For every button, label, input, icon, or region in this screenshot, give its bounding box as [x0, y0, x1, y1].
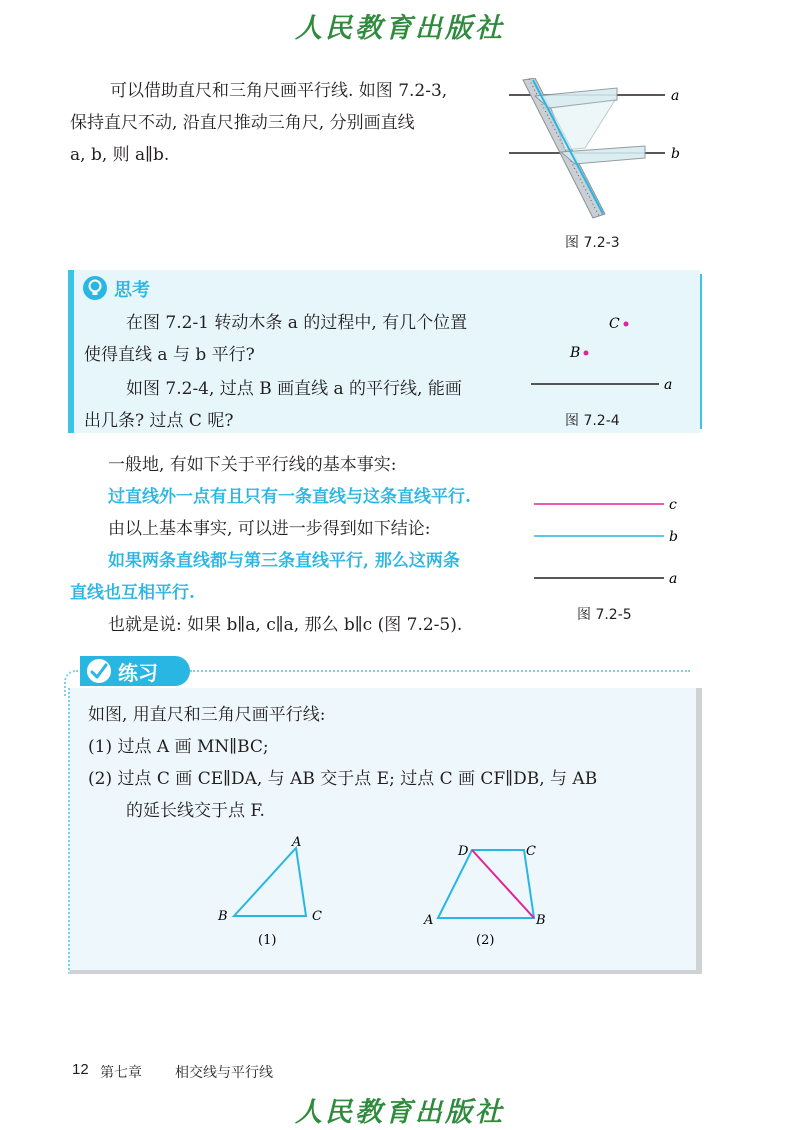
figure-7-2-3-caption: 图 7.2-3: [565, 235, 620, 251]
practice-item-2b: 的延长线交于点 F.: [126, 801, 265, 821]
conclusion-line-2: 直线也互相平行.: [70, 583, 195, 603]
label-b: b: [669, 529, 678, 545]
label-a: a: [664, 377, 673, 393]
point-b: [584, 351, 589, 356]
chapter-label: 第七章: [100, 1065, 142, 1081]
practice-figure-1: [210, 836, 340, 952]
lightbulb-icon: [82, 275, 108, 301]
intro-line-1: 可以借助直尺和三角尺画平行线. 如图 7.2-3,: [110, 81, 448, 101]
label-a: A: [424, 913, 434, 928]
chapter-title: 相交线与平行线: [175, 1065, 273, 1081]
figure-7-2-4-caption: 图 7.2-4: [565, 413, 620, 429]
think-line-3: 如图 7.2-4, 过点 B 画直线 a 的平行线, 能画: [126, 379, 462, 399]
practice-item-1: (1) 过点 A 画 MN∥BC;: [88, 737, 269, 757]
triangle-abc: [234, 848, 306, 916]
label-b: B: [536, 913, 546, 928]
publisher-footer: 人民教育出版社: [295, 1097, 505, 1128]
page-number: 12: [72, 1061, 89, 1078]
figure-7-2-3: [505, 78, 695, 228]
quadrilateral-abcd: [438, 850, 534, 918]
think-line-1: 在图 7.2-1 转动木条 a 的过程中, 有几个位置: [126, 313, 468, 333]
figure-7-2-5: [530, 492, 690, 588]
label-b: b: [671, 146, 680, 162]
think-line-4: 出几条? 过点 C 呢?: [84, 411, 234, 431]
label-a: A: [292, 836, 302, 850]
figure-2-caption: (2): [476, 933, 495, 948]
practice-border-line: [190, 670, 690, 672]
figure-7-2-5-caption: 图 7.2-5: [577, 607, 632, 623]
label-d: D: [458, 844, 469, 859]
intro-line-3: a, b, 则 a∥b.: [70, 145, 170, 165]
think-title: 思考: [114, 280, 150, 301]
label-c: C: [526, 844, 536, 859]
label-point-c: C: [609, 316, 620, 332]
label-b: B: [218, 909, 228, 924]
think-line-2: 使得直线 a 与 b 平行?: [84, 345, 255, 365]
pencil-check-icon: [84, 656, 114, 686]
practice-title: 练习: [118, 661, 158, 685]
body-line-1: 一般地, 有如下关于平行线的基本事实:: [108, 455, 397, 475]
label-a: a: [669, 571, 678, 587]
practice-line-1: 如图, 用直尺和三角尺画平行线:: [88, 705, 326, 725]
label-c: c: [669, 497, 677, 513]
label-a: a: [671, 88, 680, 104]
figure-7-2-4: [525, 310, 685, 400]
practice-item-2a: (2) 过点 C 画 CE∥DA, 与 AB 交于点 E; 过点 C 画 CF∥DB, 与 AB: [88, 769, 598, 789]
publisher-header: 人民教育出版社: [295, 13, 505, 44]
label-c: C: [312, 909, 322, 924]
point-c: [624, 322, 629, 327]
practice-figure-2: [420, 836, 560, 952]
label-point-b: B: [570, 345, 581, 361]
conclusion-line-1: 如果两条直线都与第三条直线平行, 那么这两条: [108, 551, 460, 571]
intro-line-2: 保持直尺不动, 沿直尺推动三角尺, 分别画直线: [70, 113, 415, 133]
body-line-2: 由以上基本事实, 可以进一步得到如下结论:: [108, 519, 431, 539]
figure-1-caption: (1): [258, 933, 277, 948]
basic-fact: 过直线外一点有且只有一条直线与这条直线平行.: [108, 487, 471, 507]
body-line-3: 也就是说: 如果 b∥a, c∥a, 那么 b∥c (图 7.2-5).: [108, 615, 463, 635]
